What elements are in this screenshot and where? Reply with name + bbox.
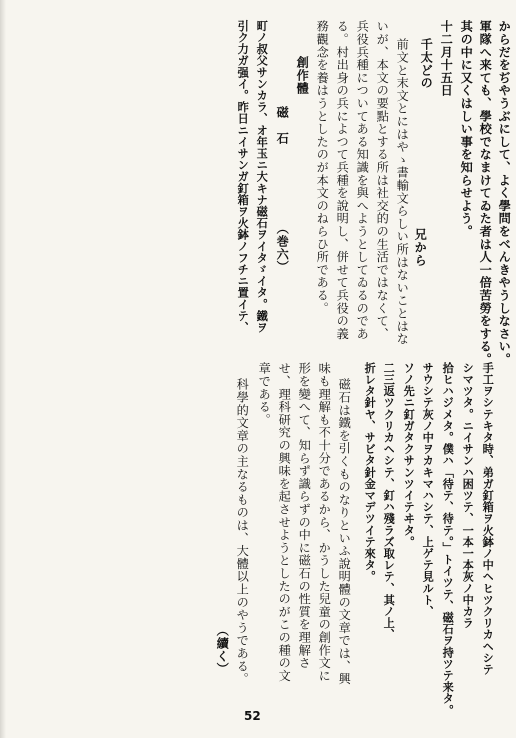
page-edge-shadow	[0, 0, 6, 738]
commentary-line-5: 務觀念を養はうとしたのが本文のねらひ所である。	[315, 20, 330, 315]
essay-line-1: 町ノ叔父サンカラ、オ年玉ニ大キナ磁石ヲイタゞイタ。鐵ヲ	[255, 20, 270, 334]
commentary-line-3: 兵役兵種についてある知識を與へようとしてゐるのであ	[355, 20, 370, 340]
letter-date: 十二月十五日	[439, 20, 454, 97]
essay-continued-7: 折レタ針ヤ、サビタ針金マデツイテ來タ。	[363, 362, 378, 583]
essay-continued-3: 拾ヒハジメタ。僕ハ「待テ、待テ。」トイツテ、磁石ヲ持ツテ来タ。	[441, 362, 456, 716]
commentary-line-1: 前文と末文とにはやゝ書輸文らしい所はないことはな	[395, 38, 410, 346]
volume-label: （巻六）	[275, 222, 290, 274]
explanation-line-4: せ、理科研究の興味を起させようとしたのがこの種の文	[277, 362, 292, 682]
essay-continued-6: 二三返ツクリカヘシテ、釘ハ殘ラズ取レテ、其ノ上、	[382, 362, 397, 641]
explanation-line-5: 章である。	[257, 362, 272, 426]
to-be-continued: （續く）	[215, 624, 230, 676]
explanation-line-1: 磁石は鐵を引くものなりといふ說明體の文章では、興	[337, 378, 352, 686]
text-line-top-2: 軍隊へ来ても、學校でなまけてゐた者は人一倍苦勞をする。	[478, 20, 493, 366]
commentary-line-4: る。村出身の兵によつて兵種を說明し、併せて兵役の義	[335, 20, 350, 340]
explanation-line-3: 形を變へて、知らず識らずの中に磁石の性質を理解さ	[297, 362, 312, 670]
page-number: 52	[244, 709, 261, 723]
text-line-top-3: 其の中に又くはしい事を知らせよう。	[459, 20, 474, 238]
essay-continued-2: シマツタ。ニイサンハ困ツテ、一本一本灰ノ中カラ	[461, 362, 476, 629]
letter-sender: 兄から	[413, 228, 428, 267]
section-heading: 創作體	[295, 56, 310, 95]
conclusion-line: 科學的文章の主なるものは、大體以上のやうである。	[235, 378, 250, 686]
letter-addressee: 千太どの	[419, 38, 434, 90]
essay-continued-1: 手工ヲシテキタ時、弟ガ釘箱ヲ火鉢ノ中ヘヒツクリカヘシテ	[481, 362, 496, 676]
explanation-line-2: 味も理解も不十分であるから、かうした兒童の創作文に	[317, 362, 332, 682]
text-line-top-1: からだをぢやうぶにして、よく學問をべんきやうしなさい。	[497, 20, 512, 366]
essay-line-2: 引ク力ガ强イ。昨日ニイサンガ釘箱ヲ火鉢ノフチニ置イテ、	[236, 20, 251, 334]
lesson-title: 磁 石	[275, 106, 290, 145]
essay-continued-4: サウシテ灰ノ中ヲカキマハシテ、上ゲテ見ルト、	[421, 362, 436, 618]
essay-continued-5: ソノ先ニ釘ガタクサンツイテヰタ。	[402, 362, 417, 548]
commentary-line-2: いが、本文の要點とする所は社交的の生活ではなくて、	[375, 20, 390, 340]
